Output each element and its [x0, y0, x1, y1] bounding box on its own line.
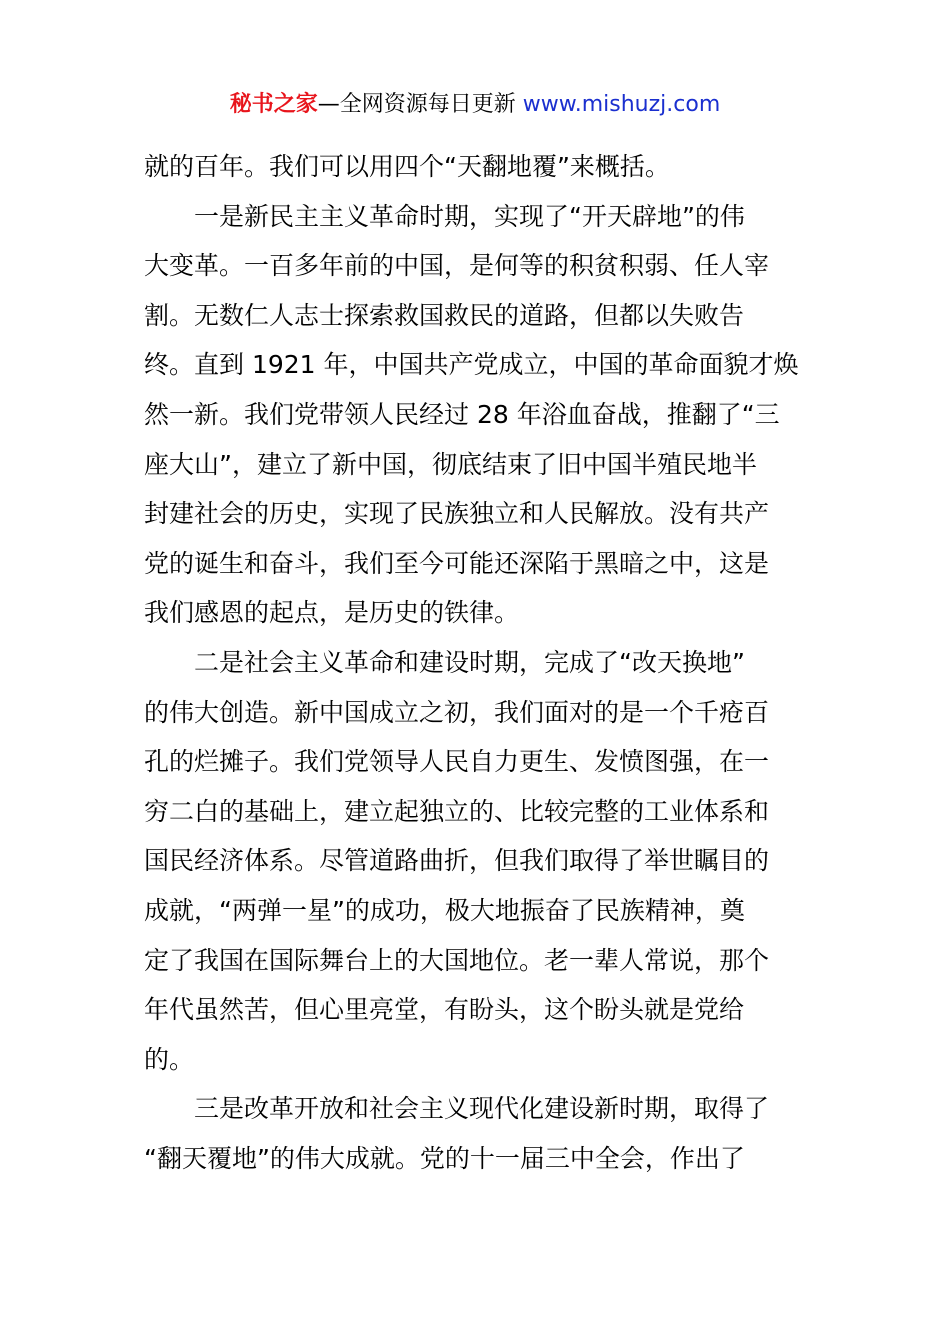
text-line: 终。直到 1921 年，中国共产党成立，中国的革命面貌才焕 [144, 350, 799, 380]
text-line: 我们感恩的起点，是历史的铁律。 [144, 598, 520, 628]
text-line: 封建社会的历史，实现了民族独立和人民解放。没有共产 [144, 499, 770, 529]
text-line: 定了我国在国际舞台上的大国地位。老一辈人常说，那个 [144, 945, 770, 975]
header-tagline: 全网资源每日更新 [339, 92, 516, 117]
text-line: 座大山”，建立了新中国，彻底结束了旧中国半殖民地半 [144, 449, 757, 479]
brand-name: 秘书之家 [229, 92, 318, 117]
text-line: 孔的烂摊子。我们党领导人民自力更生、发愤图强，在一 [144, 747, 770, 777]
header-dash: — [317, 92, 340, 117]
text-line: 的伟大创造。新中国成立之初，我们面对的是一个千疮百 [144, 697, 770, 727]
text-line: 国民经济体系。尽管道路曲折，但我们取得了举世瞩目的 [144, 846, 770, 876]
document-body [144, 142, 809, 1183]
text-line: 成就，“两弹一星”的成功，极大地振奋了民族精神，奠 [144, 895, 745, 925]
text-line: 大变革。一百多年前的中国，是何等的积贫积弱、任人宰 [144, 251, 770, 281]
text-line: “翻天覆地”的伟大成就。党的十一届三中全会，作出了 [144, 1143, 745, 1173]
text-line: 然一新。我们党带领人民经过 28 年浴血奋战，推翻了“三 [144, 399, 780, 429]
text-line: 割。无数仁人志士探索救国救民的道路，但都以失败告 [144, 300, 745, 330]
site-header [0, 88, 950, 122]
text-line: 的。 [144, 1044, 195, 1074]
text-line: 穷二白的基础上，建立起独立的、比较完整的工业体系和 [144, 796, 770, 826]
paragraph-start-line: 三是改革开放和社会主义现代化建设新时期，取得了 [194, 1094, 770, 1124]
text-line: 年代虽然苦，但心里亮堂，有盼头，这个盼头就是党给 [144, 995, 745, 1025]
text-line: 就的百年。我们可以用四个“天翻地覆”来概括。 [144, 152, 670, 181]
paragraph-start-line: 二是社会主义革命和建设时期，完成了“改天换地” [194, 647, 745, 677]
text-line: 党的诞生和奋斗，我们至今可能还深陷于黑暗之中，这是 [144, 548, 770, 578]
site-url-link[interactable]: www.mishuzj.com [522, 92, 721, 117]
paragraph-start-line: 一是新民主主义革命时期，实现了“开天辟地”的伟 [194, 201, 745, 231]
